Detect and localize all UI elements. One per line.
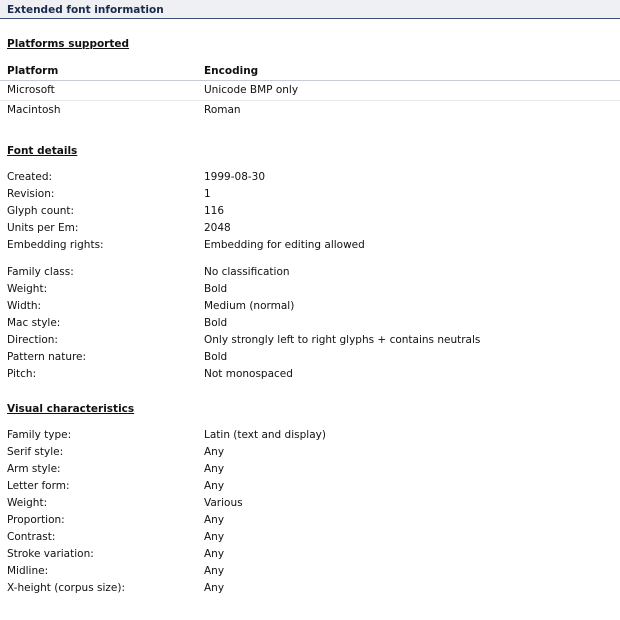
- visual-row-stroke-variation: [0, 546, 620, 563]
- detail-row-units-per-em: [0, 220, 620, 237]
- detail-row-weight: [0, 281, 620, 298]
- visual-value: Any: [204, 548, 225, 560]
- visual-row-contrast: [0, 529, 620, 546]
- encoding-cell: Unicode BMP only: [204, 84, 299, 96]
- encoding-cell: Roman: [204, 104, 241, 116]
- detail-row-width: [0, 298, 620, 315]
- detail-row-pitch: [0, 366, 620, 383]
- detail-label: Units per Em:: [7, 222, 79, 234]
- visual-value: Latin (text and display): [204, 429, 326, 441]
- visual-label: Serif style:: [7, 446, 64, 458]
- detail-row-family-class: [0, 264, 620, 281]
- detail-value: 1: [204, 188, 211, 200]
- detail-row-revision: [0, 186, 620, 203]
- platforms-table: [0, 62, 620, 120]
- column-header-encoding: Encoding: [204, 65, 259, 77]
- visual-row-arm-style: [0, 461, 620, 478]
- detail-label: Direction:: [7, 334, 58, 346]
- platform-cell: Microsoft: [7, 84, 55, 96]
- visual-row-letter-form: [0, 478, 620, 495]
- table-row: [0, 101, 620, 120]
- visual-label: Arm style:: [7, 463, 61, 475]
- detail-label: Mac style:: [7, 317, 61, 329]
- visual-row-x-height: [0, 580, 620, 597]
- detail-value: Not monospaced: [204, 368, 293, 380]
- visual-value: Any: [204, 446, 225, 458]
- visual-label: Proportion:: [7, 514, 65, 526]
- visual-value: Any: [204, 565, 225, 577]
- detail-label: Embedding rights:: [7, 239, 104, 251]
- detail-value: Medium (normal): [204, 300, 295, 312]
- detail-label: Created:: [7, 171, 53, 183]
- detail-value: Bold: [204, 283, 228, 295]
- detail-value: No classification: [204, 266, 290, 278]
- font-details-group-2: [0, 264, 620, 383]
- detail-label: Pitch:: [7, 368, 37, 380]
- detail-row-embedding-rights: [0, 237, 620, 254]
- visual-row-weight: [0, 495, 620, 512]
- visual-row-proportion: [0, 512, 620, 529]
- visual-value: Any: [204, 463, 225, 475]
- detail-value: 1999-08-30: [204, 171, 266, 183]
- visual-row-midline: [0, 563, 620, 580]
- detail-label: Revision:: [7, 188, 55, 200]
- section-title-visual-characteristics: Visual characteristics: [7, 403, 135, 415]
- detail-row-glyph-count: [0, 203, 620, 220]
- detail-value: 2048: [204, 222, 231, 234]
- section-title-platforms: Platforms supported: [7, 38, 130, 50]
- detail-label: Weight:: [7, 283, 48, 295]
- detail-value: Bold: [204, 351, 228, 363]
- detail-row-direction: [0, 332, 620, 349]
- visual-label: Weight:: [7, 497, 48, 509]
- detail-label: Family class:: [7, 266, 74, 278]
- detail-value: Embedding for editing allowed: [204, 239, 365, 251]
- detail-row-pattern-nature: [0, 349, 620, 366]
- column-header-platform: Platform: [7, 65, 59, 77]
- detail-label: Glyph count:: [7, 205, 75, 217]
- visual-value: Any: [204, 582, 225, 594]
- detail-row-mac-style: [0, 315, 620, 332]
- detail-value: Only strongly left to right glyphs + contains neutrals: [204, 334, 481, 346]
- section-title-font-details: Font details: [7, 145, 78, 157]
- detail-value: 116: [204, 205, 225, 217]
- detail-label: Pattern nature:: [7, 351, 87, 363]
- visual-label: Midline:: [7, 565, 49, 577]
- visual-row-family-type: [0, 427, 620, 444]
- detail-value: Bold: [204, 317, 228, 329]
- visual-row-serif-style: [0, 444, 620, 461]
- table-row: [0, 81, 620, 101]
- visual-value: Any: [204, 480, 225, 492]
- panel-header: [0, 0, 620, 19]
- platforms-table-header: [0, 62, 620, 81]
- visual-label: X-height (corpus size):: [7, 582, 125, 594]
- platform-cell: Macintosh: [7, 104, 61, 116]
- detail-row-created: [0, 169, 620, 186]
- detail-label: Width:: [7, 300, 42, 312]
- visual-label: Letter form:: [7, 480, 70, 492]
- font-details-group-1: [0, 169, 620, 254]
- visual-value: Any: [204, 514, 225, 526]
- visual-characteristics-list: [0, 427, 620, 597]
- visual-label: Contrast:: [7, 531, 56, 543]
- visual-label: Family type:: [7, 429, 72, 441]
- panel-title: Extended font information: [7, 4, 164, 16]
- visual-label: Stroke variation:: [7, 548, 94, 560]
- visual-value: Any: [204, 531, 225, 543]
- visual-value: Various: [204, 497, 243, 509]
